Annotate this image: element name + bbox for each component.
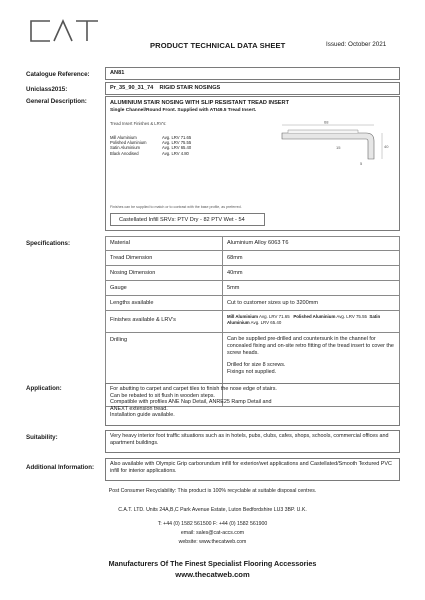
company-phone: T: +44 (0) 1582 561500 F: +44 (0) 1582 561900 xyxy=(157,521,268,527)
table-row xyxy=(106,281,400,296)
finish-name: Satin Aluminium xyxy=(227,314,381,325)
spec-value: 40mm xyxy=(223,266,400,281)
finish-lrv: Avg. LRV 4.80 xyxy=(162,150,189,156)
application-line: For abutting to carpet and carpet tiles to finish the nose edge of stairs. xyxy=(110,386,277,392)
finish-name: Polished Aluminium xyxy=(110,140,147,146)
finish-name: Satin Aluminium xyxy=(110,145,141,151)
catalogue-box xyxy=(105,67,400,80)
general-box xyxy=(105,96,400,231)
suitability-text: Very heavy interior foot traffic situations such as in hotels, pubs, clubs, cafes, shops, schools, commercial offices and apartment buildings. xyxy=(110,433,389,446)
dim-gauge: 5 xyxy=(360,161,363,166)
finishes-note: Finishes can be supplied to match or to contrast with the base profile, as preferred. xyxy=(110,205,242,209)
spec-value: 68mm xyxy=(223,251,400,266)
application-line: Can be rebated to sit flush in wooden steps. xyxy=(110,392,215,399)
issued-date: Issued: October 2021 xyxy=(326,41,387,48)
spec-key: Material xyxy=(106,237,223,251)
dim-tread: 68 xyxy=(324,119,329,125)
finish-lrv: Avg. LRV 71.65 xyxy=(259,314,290,319)
footer-tagline: Manufacturers Of The Finest Specialist Flooring Accessories xyxy=(108,559,317,568)
spec-key: Tread Dimension xyxy=(106,251,223,266)
table-row xyxy=(106,311,400,333)
finish-name: Black Anodised xyxy=(110,150,139,156)
general-title: ALUMINIUM STAIR NOSING WITH SLIP RESISTANT TREAD INSERT xyxy=(110,100,289,106)
company-address: C.A.T. LTD. Units 24A,B,C Park Avenue Estate, Luton Bedfordshire LU3 3BP. U.K. xyxy=(118,507,307,513)
document-title: PRODUCT TECHNICAL DATA SHEET xyxy=(150,41,286,50)
spec-key: Finishes available & LRV's xyxy=(106,311,223,333)
additional-text: Also available with Olympic Grip carborundum infill for exterior/wet applications and Castellated/Smooth Textured PVC infill for interior applications. xyxy=(110,461,392,474)
suitability-box xyxy=(105,430,400,453)
application-line: ANEXT extension tread. xyxy=(110,405,168,412)
finish-name: Mill Aluminium xyxy=(227,314,259,319)
spec-key: Drilling xyxy=(106,333,223,407)
catalogue-label: Catalogue Reference: xyxy=(26,71,90,78)
suitability-label: Suitability: xyxy=(26,434,58,441)
company-email: email: sales@cat-accs.com xyxy=(180,530,245,536)
application-label: Application: xyxy=(26,385,62,392)
dim-nosing: 40 xyxy=(384,144,389,149)
general-subtitle: Single Channel/Round Front. Supplied with ATI49.5 Tread Insert. xyxy=(110,108,257,113)
finish-lrv: Avg. LRV 71.65 xyxy=(162,135,192,140)
application-line: Installation guide available. xyxy=(110,412,175,419)
drilling-size: Drilled for size 8 screws. xyxy=(227,362,286,369)
finish-lrv: Avg. LRV 65.40 xyxy=(162,145,192,151)
uniclass-code: Pr_35_90_31_74 xyxy=(110,85,154,91)
recyclability-statement: Post Consumer Recyclability: This product is 100% recyclable at suitable disposal centres. xyxy=(108,488,317,494)
spec-key: Gauge xyxy=(106,281,223,296)
finish-name: Mill Aluminium xyxy=(110,135,137,140)
uniclass-value: RIGID STAIR NOSINGS xyxy=(159,85,221,91)
spec-value: 5mm xyxy=(223,281,400,296)
cat-logo xyxy=(28,18,100,44)
application-box xyxy=(105,383,400,426)
additional-label: Additional Information: xyxy=(26,464,95,471)
catalogue-value: AN81 xyxy=(110,70,125,76)
application-line: Compatible with profiles ANE Nap Detail, ANRE25 Ramp Detail and xyxy=(110,399,272,406)
finish-lrv: Avg. LRV 65.40 xyxy=(250,319,282,325)
uniclass-box xyxy=(105,82,400,95)
spec-value: Cut to customer sizes up to 3200mm xyxy=(223,296,400,311)
additional-box xyxy=(105,458,400,481)
spec-key: Nosing Dimension xyxy=(106,266,223,281)
drilling-fixings: Fixings not supplied. xyxy=(227,369,277,376)
table-row xyxy=(106,296,400,311)
table-row xyxy=(106,266,400,281)
table-row xyxy=(106,251,400,266)
finish-name: Polished Aluminium xyxy=(293,314,336,319)
nosing-profile-drawing xyxy=(278,119,396,179)
finishes-heading: Tread Insert Finishes & LRV's: xyxy=(110,121,167,126)
table-row xyxy=(106,237,400,251)
general-label: General Description: xyxy=(26,98,87,105)
finishes-list xyxy=(110,135,191,156)
spec-key: Lengths available xyxy=(106,296,223,311)
specifications-label: Specifications: xyxy=(26,240,71,247)
finish-lrv: Avg. LRV 75.55 xyxy=(162,140,192,146)
footer-url: www.thecatweb.com xyxy=(175,570,250,579)
uniclass-label: Uniclass2015: xyxy=(26,86,68,93)
drilling-text: Can be supplied pre-drilled and countersunk in the channel for concealed fixing and on-site retro fitting of the tread insert to cover the screw heads. xyxy=(227,336,394,356)
finish-lrv: Avg. LRV 75.55 xyxy=(336,314,367,319)
specifications-table xyxy=(105,236,400,407)
castellated-infill: Castellated Infill SRVs: PTV Dry - 82 PTV Wet - 54 xyxy=(110,213,265,226)
spec-value-finishes xyxy=(223,311,400,333)
company-website: website: www.thecatweb.com xyxy=(178,539,247,545)
spec-value: Aluminium Alloy 6063 T6 xyxy=(223,237,400,251)
dim-insert: 15 xyxy=(336,145,341,150)
